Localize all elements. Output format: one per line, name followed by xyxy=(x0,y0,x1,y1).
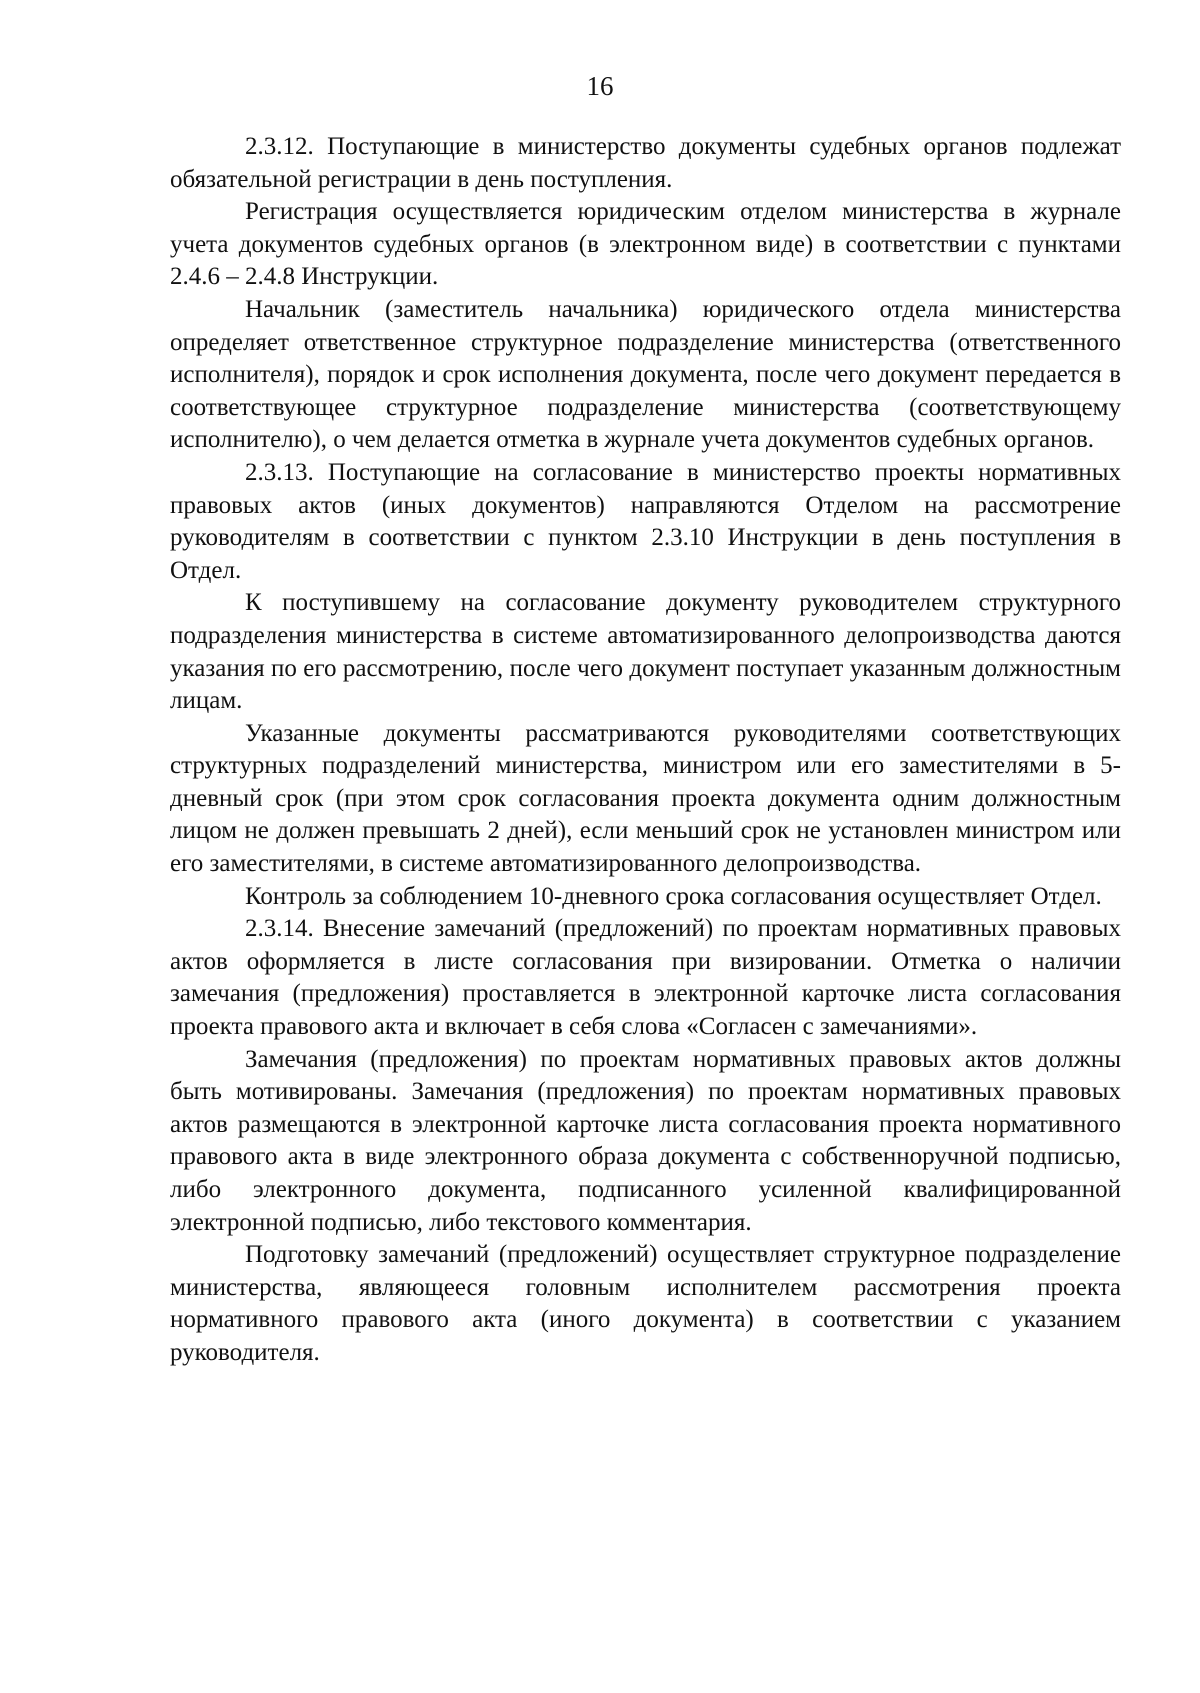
paragraph-head-of-legal-department: Начальник (заместитель начальника) юридического отдела министерства определяет ответственное структурное подразделение министерства (ответственного исполнителя), порядок и срок исполнения документа, после чего документ передается в соответствующее структурное подразделение министерства (соответствующему исполнителю), о чем делается отметка в журнале учета документов судебных органов. xyxy=(170,295,1121,454)
paragraph-2-3-13: 2.3.13. Поступающие на согласование в министерство проекты нормативных правовых актов (иных документов) направляются Отделом на рассмотрение руководителям в соответствии с пунктом 2.3.10 Инструкции в день поступления в Отдел. xyxy=(170,458,1121,584)
paragraph-2-3-12: 2.3.12. Поступающие в министерство документы судебных органов подлежат обязательной регистрации в день поступления. xyxy=(170,133,1121,193)
paragraph-registration: Регистрация осуществляется юридическим отделом министерства в журнале учета документов судебных органов (в электронном виде) в соответствии с пунктами 2.4.6 – 2.4.8 Инструкции. xyxy=(170,198,1121,291)
paragraph-received-document: К поступившему на согласование документу руководителем структурного подразделения министерства в системе автоматизированного делопроизводства даются указания по его рассмотрению, после чего документ поступает указанным должностным лицам. xyxy=(170,589,1121,715)
page-number: 16 xyxy=(586,71,614,101)
paragraph-2-3-14: 2.3.14. Внесение замечаний (предложений) по проектам нормативных правовых актов оформляется в листе согласования при визировании. Отметка о наличии замечания (предложения) проставляется в электронной карточке листа согласования проекта правового акта и включает в себя слова «Согласен с замечаниями». xyxy=(170,915,1121,1041)
paragraph-remarks-preparation: Подготовку замечаний (предложений) осуществляет структурное подразделение министерства, являющееся головным исполнителем рассмотрения проекта нормативного правового акта (иного документа) в соответствии с указанием руководителя. xyxy=(170,1241,1121,1366)
document-body xyxy=(170,131,1121,1370)
paragraph-control: Контроль за соблюдением 10-дневного срока согласования осуществляет Отдел. xyxy=(245,882,1102,910)
paragraph-review-period: Указанные документы рассматриваются руководителями соответствующих структурных подразделений министерства, министром или его заместителями в 5-дневный срок (при этом срок согласования проекта документа одним должностным лицом не должен превышать 2 дней), если меньший срок не установлен министром или его заместителями, в системе автоматизированного делопроизводства. xyxy=(170,719,1121,878)
paragraph-remarks: Замечания (предложения) по проектам нормативных правовых актов должны быть мотивированы. Замечания (предложения) по проектам нормативных правовых актов размещаются в электронной карточке листа согласования проекта нормативного правового акта в виде электронного образа документа с собственноручной подписью, либо электронного документа, подписанного усиленной квалифицированной электронной подписью, либо текстового комментария. xyxy=(170,1045,1121,1236)
